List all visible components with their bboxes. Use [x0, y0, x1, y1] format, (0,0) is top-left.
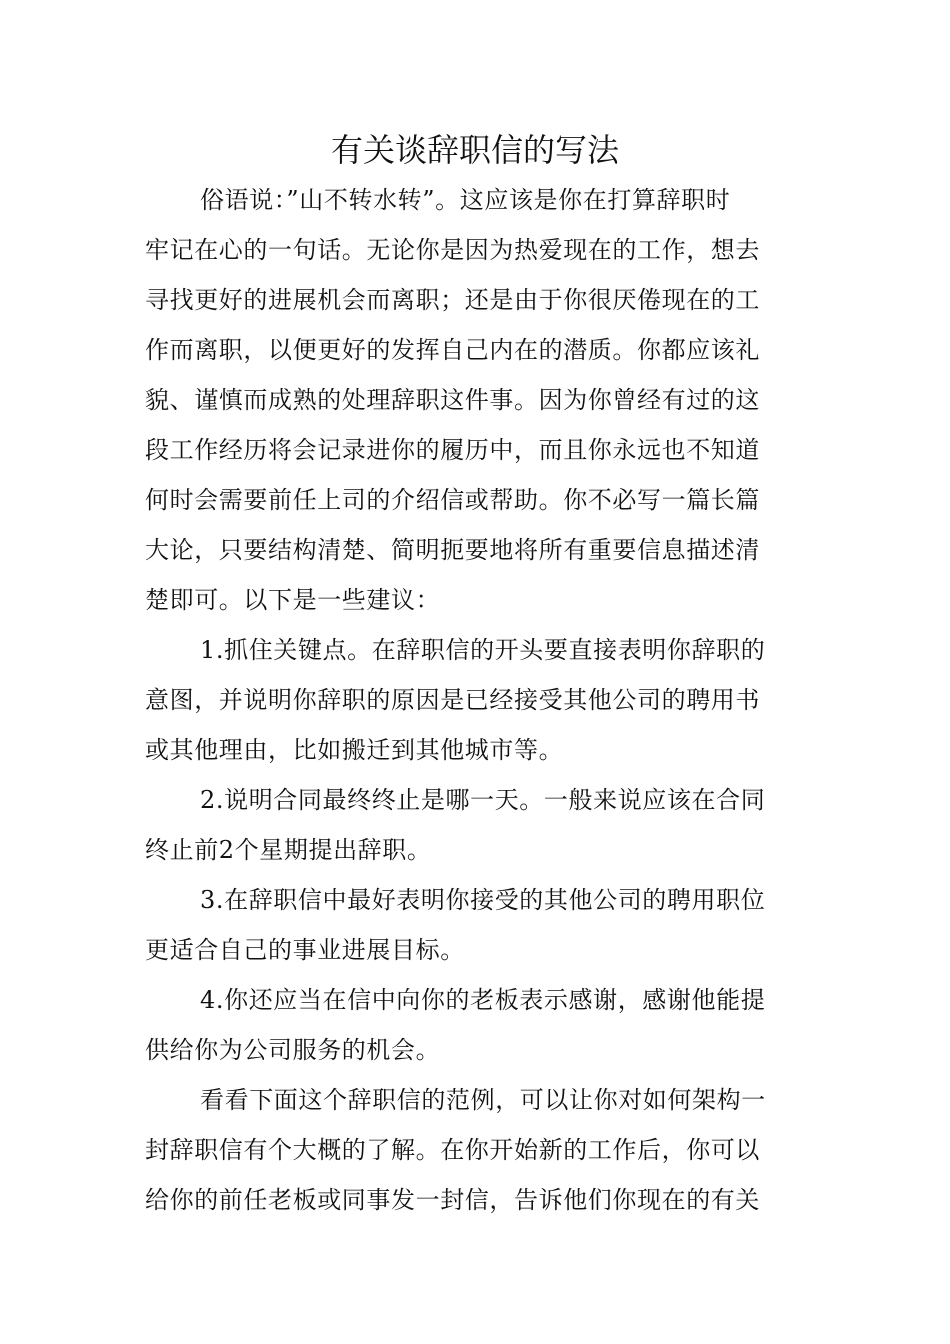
list-item-line: 4.你还应当在信中向你的老板表示感谢，感谢他能提	[200, 986, 766, 1014]
list-item-line: 3.在辞职信中最好表明你接受的其他公司的聘用职位	[200, 886, 766, 914]
paragraph-line: 何时会需要前任上司的介绍信或帮助。你不必写一篇长篇	[145, 486, 760, 514]
list-item-line: 意图，并说明你辞职的原因是已经接受其他公司的聘用书	[145, 686, 760, 714]
paragraph-line: 俗语说：”山不转水转”。这应该是你在打算辞职时	[200, 186, 731, 214]
paragraph-line: 封辞职信有个大概的了解。在你开始新的工作后，你可以	[145, 1136, 760, 1164]
paragraph-line: 寻找更好的进展机会而离职；还是由于你很厌倦现在的工	[145, 286, 760, 314]
list-item-line: 供给你为公司服务的机会。	[145, 1036, 441, 1064]
paragraph-line: 貌、谨慎而成熟的处理辞职这件事。因为你曾经有过的这	[145, 386, 760, 414]
list-item-line: 更适合自己的事业进展目标。	[145, 936, 465, 964]
paragraph-line: 作而离职，以便更好的发挥自己内在的潜质。你都应该礼	[145, 336, 760, 364]
paragraph-line: 牢记在心的一句话。无论你是因为热爱现在的工作，想去	[145, 236, 760, 264]
paragraph-line: 看看下面这个辞职信的范例，可以让你对如何架构一	[200, 1086, 766, 1114]
list-item-line: 终止前2个星期提出辞职。	[145, 836, 432, 864]
list-item-line: 1.抓住关键点。在辞职信的开头要直接表明你辞职的	[200, 636, 766, 664]
paragraph-line: 大论，只要结构清楚、简明扼要地将所有重要信息描述清	[145, 536, 760, 564]
paragraph-line: 段工作经历将会记录进你的履历中，而且你永远也不知道	[145, 436, 760, 464]
paragraph-line: 楚即可。以下是一些建议：	[145, 586, 441, 614]
list-item-line: 或其他理由，比如搬迁到其他城市等。	[145, 736, 564, 764]
paragraph-line: 给你的前任老板或同事发一封信，告诉他们你现在的有关	[145, 1186, 760, 1214]
document-title: 有关谈辞职信的写法	[330, 131, 619, 169]
list-item-line: 2.说明合同最终终止是哪一天。一般来说应该在合同	[200, 786, 766, 814]
